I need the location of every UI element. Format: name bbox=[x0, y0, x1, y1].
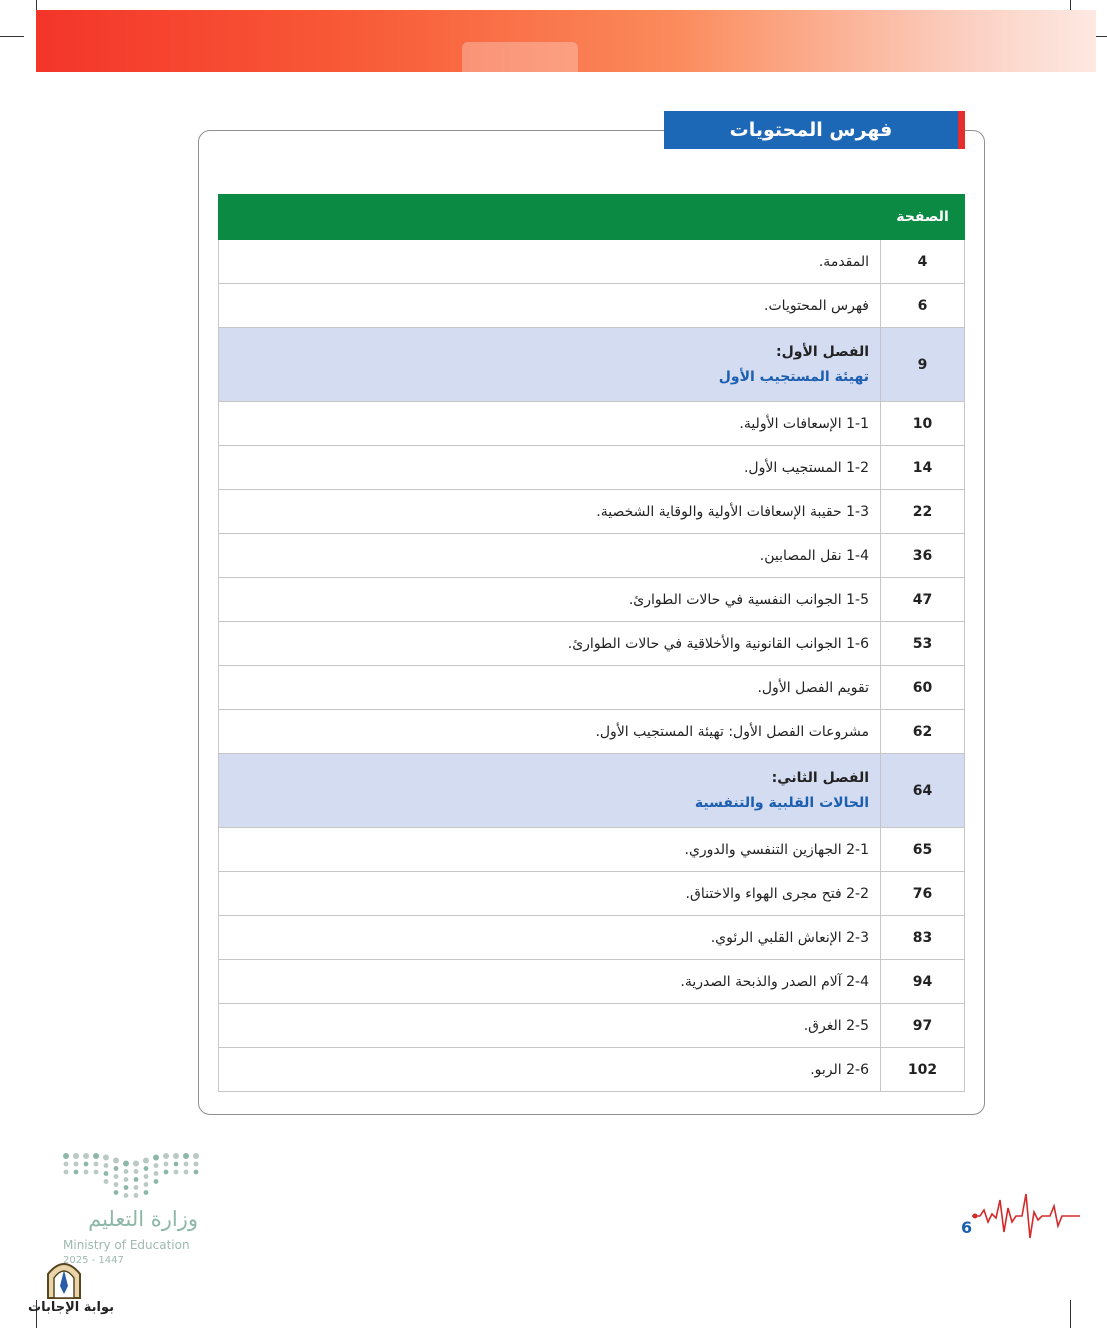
toc-title: 2-5 الغرق. bbox=[219, 1004, 881, 1048]
toc-page-number: 4 bbox=[881, 240, 965, 284]
toc-row bbox=[219, 1004, 965, 1048]
toc-page-number: 62 bbox=[881, 710, 965, 754]
toc-title: 2-6 الربو. bbox=[219, 1048, 881, 1092]
toc-page-number: 6 bbox=[881, 284, 965, 328]
toc-title: 1-4 نقل المصابين. bbox=[219, 534, 881, 578]
toc-row bbox=[219, 446, 965, 490]
toc-page-number: 9 bbox=[881, 328, 965, 402]
toc-row bbox=[219, 578, 965, 622]
toc-row bbox=[219, 828, 965, 872]
toc-row bbox=[219, 960, 965, 1004]
page-number: 6 bbox=[961, 1218, 973, 1237]
chapter-name: تهيئة المستجيب الأول bbox=[718, 369, 869, 385]
toc-page-number: 76 bbox=[881, 872, 965, 916]
toc-page-number: 102 bbox=[881, 1048, 965, 1092]
toc-chapter-row bbox=[219, 328, 965, 402]
toc-page-number: 83 bbox=[881, 916, 965, 960]
toc-body bbox=[219, 240, 965, 1092]
toc-row bbox=[219, 534, 965, 578]
ministry-name-english: Ministry of Education bbox=[63, 1238, 190, 1252]
toc-chapter-row bbox=[219, 754, 965, 828]
title-tab bbox=[664, 111, 958, 149]
toc-table bbox=[218, 194, 965, 1092]
toc-title: المقدمة. bbox=[219, 240, 881, 284]
toc-title: 1-3 حقيبة الإسعافات الأولية والوقاية الشخصية. bbox=[219, 490, 881, 534]
toc-title: 2-1 الجهازين التنفسي والدوري. bbox=[219, 828, 881, 872]
toc-title: مشروعات الفصل الأول: تهيئة المستجيب الأول. bbox=[219, 710, 881, 754]
toc-row bbox=[219, 872, 965, 916]
toc-page-number: 14 bbox=[881, 446, 965, 490]
title-accent-bar bbox=[958, 111, 965, 149]
page-title: فهرس المحتويات bbox=[729, 119, 893, 141]
toc-row bbox=[219, 710, 965, 754]
toc-row bbox=[219, 1048, 965, 1092]
answers-portal-logo-icon bbox=[44, 1256, 84, 1300]
banner-watermark bbox=[462, 42, 578, 72]
heartbeat-line-icon bbox=[972, 1188, 1080, 1244]
toc-page-number: 60 bbox=[881, 666, 965, 710]
toc-page-number: 97 bbox=[881, 1004, 965, 1048]
toc-page-number: 36 bbox=[881, 534, 965, 578]
toc-chapter-cell bbox=[219, 328, 881, 402]
toc-page-number: 47 bbox=[881, 578, 965, 622]
toc-row bbox=[219, 240, 965, 284]
title-column-header bbox=[219, 195, 881, 240]
toc-title: 1-2 المستجيب الأول. bbox=[219, 446, 881, 490]
toc-title: 2-3 الإنعاش القلبي الرئوي. bbox=[219, 916, 881, 960]
toc-row bbox=[219, 622, 965, 666]
ministry-name-arabic: وزارة التعليم bbox=[88, 1207, 198, 1231]
toc-title: فهرس المحتويات. bbox=[219, 284, 881, 328]
toc-page-number: 53 bbox=[881, 622, 965, 666]
toc-page-number: 22 bbox=[881, 490, 965, 534]
ministry-logo-icon bbox=[60, 1150, 205, 1198]
toc-title: 2-4 آلام الصدر والذبحة الصدرية. bbox=[219, 960, 881, 1004]
toc-chapter-cell bbox=[219, 754, 881, 828]
crop-mark bbox=[0, 36, 24, 37]
toc-title: 1-1 الإسعافات الأولية. bbox=[219, 402, 881, 446]
toc-row bbox=[219, 402, 965, 446]
toc-title: 2-2 فتح مجرى الهواء والاختناق. bbox=[219, 872, 881, 916]
toc-row bbox=[219, 490, 965, 534]
page-column-header: الصفحة bbox=[881, 195, 965, 240]
chapter-label: الفصل الثاني: bbox=[771, 770, 869, 786]
toc-page-number: 94 bbox=[881, 960, 965, 1004]
toc-row bbox=[219, 916, 965, 960]
toc-title: 1-6 الجوانب القانونية والأخلاقية في حالات الطوارئ. bbox=[219, 622, 881, 666]
toc-page-number: 64 bbox=[881, 754, 965, 828]
chapter-name: الحالات القلبية والتنفسية bbox=[694, 795, 869, 811]
toc-header-row bbox=[219, 195, 965, 240]
toc-title: 1-5 الجوانب النفسية في حالات الطوارئ. bbox=[219, 578, 881, 622]
crop-mark bbox=[1070, 1300, 1071, 1328]
answers-portal-text: بوابة الإجابات bbox=[28, 1300, 114, 1315]
toc-row bbox=[219, 666, 965, 710]
chapter-label: الفصل الأول: bbox=[776, 344, 869, 360]
toc-title: تقويم الفصل الأول. bbox=[219, 666, 881, 710]
toc-page-number: 10 bbox=[881, 402, 965, 446]
ministry-year: 2025 - 1447 bbox=[63, 1255, 124, 1266]
toc-page-number: 65 bbox=[881, 828, 965, 872]
toc-row bbox=[219, 284, 965, 328]
